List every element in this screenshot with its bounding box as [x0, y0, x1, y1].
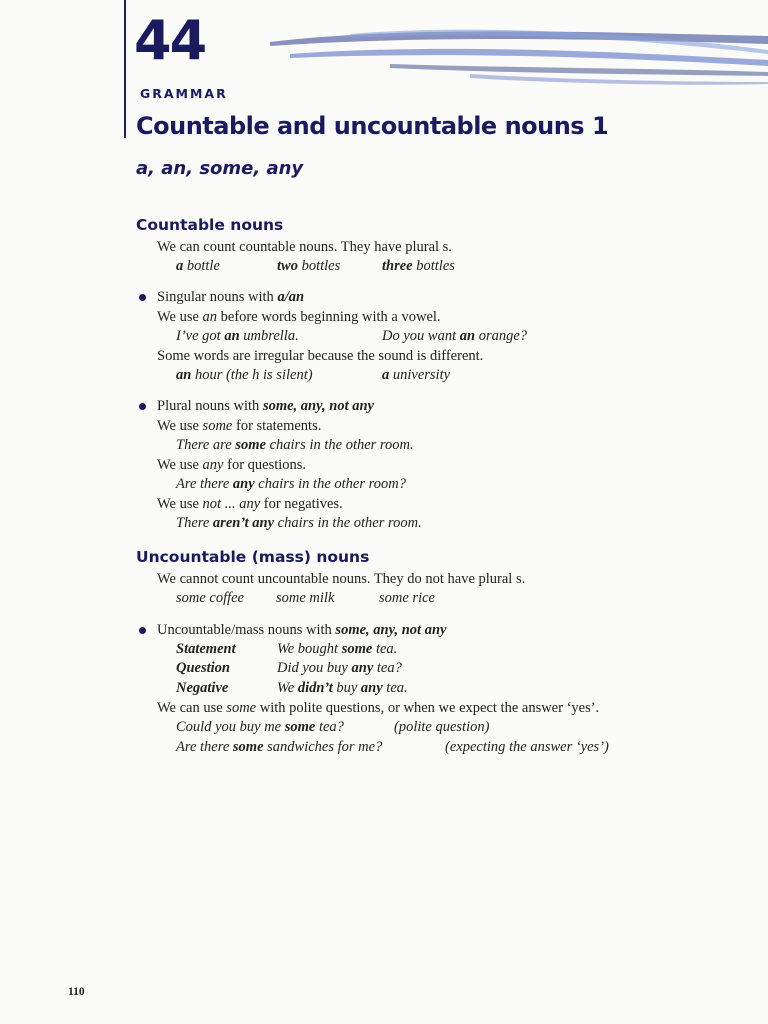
uncountable-example-2: some milk [276, 590, 335, 606]
mass-bullet: Uncountable/mass nouns with some, any, not any [157, 622, 447, 638]
plural-rule-2: We use any for questions. [157, 457, 307, 473]
section-label: GRAMMAR [140, 86, 228, 101]
mass-row-label-2: Question [176, 660, 230, 676]
plural-rule-1: We use some for statements. [157, 418, 322, 434]
mass-rule: We can use some with polite questions, or when we expect the answer ‘yes’. [157, 700, 600, 716]
countable-example-2: two bottles [277, 258, 341, 274]
mass-row-label-3: Negative [176, 680, 229, 696]
unit-number: 44 [134, 9, 206, 72]
singular-rule-2: Some words are irregular because the sound is different. [157, 348, 484, 364]
plural-example-3: There aren’t any chairs in the other room. [176, 515, 422, 531]
uncountable-example-1: some coffee [176, 590, 245, 606]
mass-row-text-2: Did you buy any tea? [277, 660, 402, 676]
mass-row-text-1: We bought some tea. [277, 641, 398, 657]
singular-bullet: Singular nouns with a/an [157, 289, 305, 305]
singular-example-4: a university [382, 367, 451, 383]
countable-heading: Countable nouns [136, 216, 284, 234]
mass-example-2-note: (expecting the answer ‘yes’) [445, 739, 609, 755]
page-number: 110 [68, 986, 85, 998]
plural-example-1: There are some chairs in the other room. [176, 437, 414, 453]
uncountable-intro: We cannot count uncountable nouns. They do not have plural s. [157, 571, 526, 587]
mass-example-1-note: (polite question) [394, 719, 490, 735]
uncountable-heading: Uncountable (mass) nouns [136, 548, 370, 566]
header-rule [124, 0, 126, 138]
plural-rule-3: We use not ... any for negatives. [157, 496, 343, 512]
bullet-icon [139, 627, 146, 634]
countable-example-3: three bottles [382, 258, 455, 274]
page-subtitle: a, an, some, any [136, 158, 304, 179]
decorative-swoosh [270, 24, 768, 94]
singular-example-3: an hour (the h is silent) [176, 367, 313, 383]
uncountable-example-3: some rice [379, 590, 435, 606]
mass-example-1: Could you buy me some tea? [176, 719, 344, 735]
bullet-icon [139, 294, 146, 301]
singular-example-2: Do you want an orange? [382, 328, 528, 344]
bullet-icon [139, 403, 146, 410]
plural-bullet: Plural nouns with some, any, not any [157, 398, 374, 414]
singular-example-1: I’ve got an umbrella. [176, 328, 299, 344]
countable-intro: We can count countable nouns. They have plural s. [157, 239, 452, 255]
plural-example-2: Are there any chairs in the other room? [176, 476, 406, 492]
singular-rule-1: We use an before words beginning with a vowel. [157, 309, 441, 325]
mass-row-label-1: Statement [176, 641, 236, 657]
mass-example-2: Are there some sandwiches for me? [176, 739, 383, 755]
countable-example-1: a bottle [176, 258, 220, 274]
page-title: Countable and uncountable nouns 1 [136, 112, 609, 140]
mass-row-text-3: We didn’t buy any tea. [277, 680, 408, 696]
